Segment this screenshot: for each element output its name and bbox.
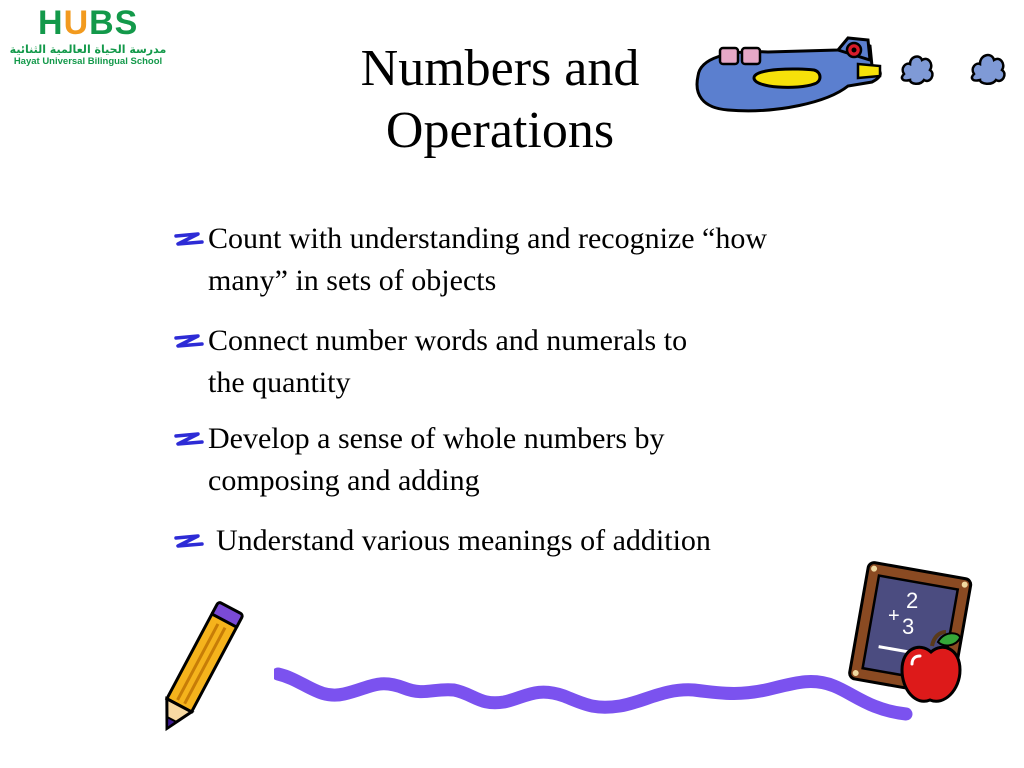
pencil-icon (150, 596, 246, 744)
bullet-text: Understand various meanings of addition (216, 524, 711, 557)
logo-arabic-name: مدرسة الحياة العالمية الثنائية (9, 43, 167, 56)
logo-mark (38, 2, 152, 44)
bullet-text: Develop a sense of whole numbers by composing and adding (208, 422, 665, 497)
bullet-text: Connect number words and numerals to the quantity (208, 324, 688, 399)
title-line-1: Numbers and (360, 40, 640, 97)
chalkboard-plus-sign: + (888, 605, 900, 627)
chalkboard-number-top: 2 (906, 588, 919, 613)
slide-title (300, 38, 700, 162)
squiggle-bullet-icon (172, 428, 206, 450)
logo-letters-bs: BS (89, 4, 139, 42)
cloud-icon (898, 52, 936, 88)
bullet-text: Count with understanding and recognize “how many” in sets of objects (208, 222, 768, 297)
cloud-icon (968, 50, 1008, 88)
squiggle-bullet-icon (172, 330, 206, 352)
squiggle-decoration (274, 660, 916, 730)
title-line-2: Operations (385, 102, 615, 159)
apple-icon (898, 628, 964, 708)
logo-english-name: Hayat Universal Bilingual School (13, 56, 163, 67)
squiggle-bullet-icon (172, 228, 206, 250)
squiggle-bullet-icon (172, 530, 206, 552)
chalkboard-number-bottom: 3 (902, 614, 915, 639)
logo-letter-h: H (38, 4, 64, 42)
logo-letter-u: U (63, 4, 90, 42)
airplane-icon (688, 36, 884, 116)
school-logo (6, 2, 176, 72)
